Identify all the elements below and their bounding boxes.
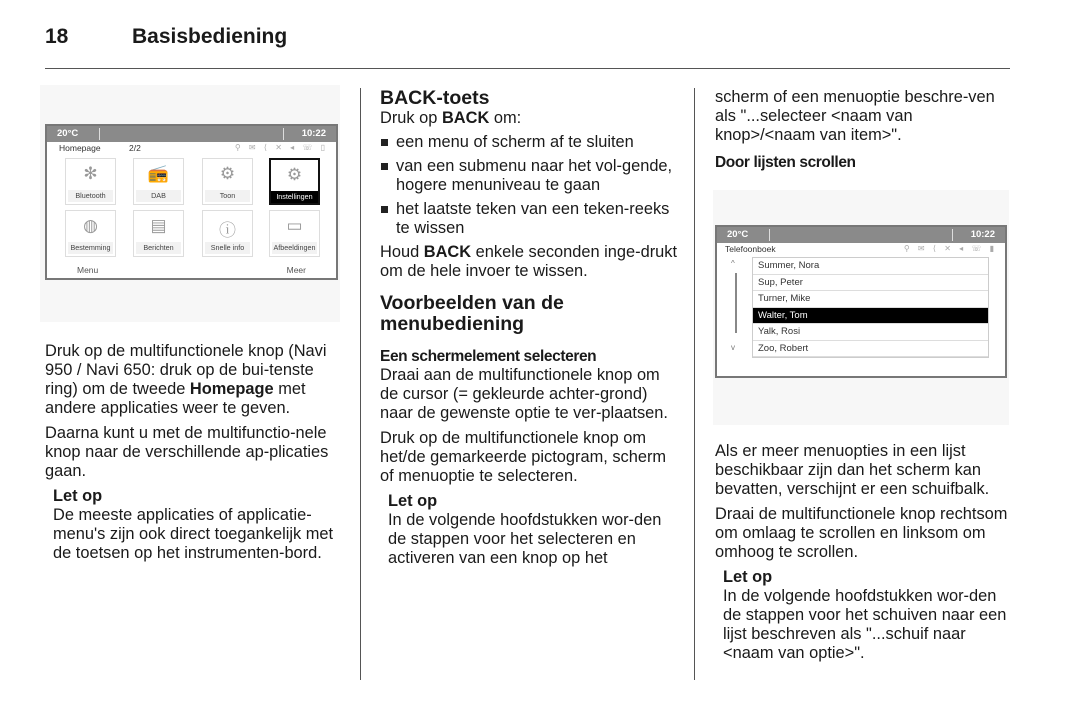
clock: 10:22 [301, 128, 326, 139]
note [388, 492, 680, 568]
screen-subbar [47, 142, 336, 155]
text: Houd [380, 243, 424, 261]
status-icons: ⚲ ✉ ⟨ ✕ ◂ ☏ ▮ [903, 244, 997, 253]
paragraph-select: Draai aan de multifunctionele knop om de cursor (= gekleurde achter-grond) naar de gewenste optie te ver-plaatsen. [380, 366, 668, 422]
tile-label: Bluetooth [68, 190, 113, 202]
screen-topbar [717, 227, 1005, 243]
note-text: In de volgende hoofdstukken wor-den de stappen voor het selecteren en activeren van een knop op het [388, 511, 662, 567]
paragraph-navigation: Daarna kunt u met de multifunctio-nele knop naar de verschillende ap-plicaties gaan. [45, 424, 329, 480]
back-intro [380, 109, 680, 128]
column-2 [380, 88, 680, 568]
list-item[interactable]: Zoo, Robert [753, 341, 988, 358]
chapter-title: Basisbediening [132, 25, 288, 48]
tone-settings-icon: ⚙ [219, 164, 236, 183]
paragraph-homepage [45, 342, 345, 418]
scroll-up-arrow-icon[interactable]: ^ [731, 259, 735, 268]
bullet-item: een menu of scherm af te sluiten [380, 133, 680, 152]
note-text: In de volgende hoofdstukken wor-den de stappen voor het schuiven naar een lijst beschreven als "...schuif naar <naam van optie>". [723, 587, 1007, 662]
paragraph-turn: Draai de multifunctionele knop rechtsom om omlaag te scrollen en linksom om omhoog te scrollen. [715, 505, 1008, 561]
section-heading-examples: Voorbeelden van de menubediening [380, 292, 564, 335]
list-item-selected[interactable]: Walter, Tom [753, 308, 988, 325]
back-hold [380, 243, 680, 281]
text: Druk op [380, 109, 442, 127]
page-header [45, 22, 1010, 70]
topbar-separator [99, 128, 100, 140]
text: enkele seconden inge-drukt om de hele invoer te wissen. [380, 243, 678, 280]
back-bullet-list [380, 133, 680, 238]
scrollbar[interactable] [735, 273, 737, 333]
phonebook-screen [715, 225, 1007, 378]
tile-afbeeldingen[interactable] [269, 210, 320, 257]
bold-term: Homepage [189, 380, 274, 398]
pictures-icon: ▭ [286, 216, 303, 235]
list-item[interactable]: Sup, Peter [753, 275, 988, 292]
scroll-down-arrow-icon[interactable]: v [731, 343, 735, 352]
tile-label: Toon [205, 190, 250, 202]
destination-icon: ◍ [83, 216, 98, 235]
screen-title: Telefoonboek [725, 244, 776, 254]
column-3-top [715, 88, 1015, 172]
clock: 10:22 [970, 229, 995, 240]
note [723, 568, 1015, 663]
text: om: [489, 109, 522, 127]
header-rule [45, 68, 1010, 69]
homepage-figure [40, 85, 340, 322]
temperature: 20°C [727, 229, 749, 240]
paragraph-scrollbar: Als er meer menuopties in een lijst beschikbaar zijn dan het scherm kan bevatten, verschijnt er een schuifbalk. [715, 442, 990, 498]
tile-toon[interactable] [202, 158, 253, 205]
dab-radio-icon: 📻 [147, 164, 170, 183]
tile-label: DAB [136, 190, 181, 202]
paragraph-continued: scherm of een menuoptie beschre-ven als "...selecteer <naam van knop>/<naam van item>". [715, 88, 995, 144]
topbar-separator [769, 229, 770, 241]
phonebook-figure [713, 190, 1009, 425]
subheading-scroll: Door lijsten scrollen [715, 154, 856, 171]
tile-snelle-info[interactable] [202, 210, 253, 257]
tile-instellingen[interactable] [269, 158, 320, 205]
subheading-select: Een schermelement selecteren [380, 348, 597, 365]
screen-title: Homepage [59, 143, 101, 153]
list-item[interactable]: Yalk, Rosi [753, 324, 988, 341]
topbar-separator [952, 229, 953, 241]
column-divider [694, 88, 695, 680]
bullet-item: het laatste teken van een teken-reeks te wissen [380, 200, 680, 238]
bullet-item: van een submenu naar het vol-gende, hogere menuniveau te gaan [380, 157, 680, 195]
text: Druk op de multifunctionele knop (Navi 950 / Navi 650: druk op de bui-tenste ring) om de tweede [45, 342, 327, 398]
column-1 [45, 342, 345, 563]
paragraph-press: Druk op de multifunctionele knop om het/de gemarkeerde pictogram, scherm of menuoptie te selecteren. [380, 429, 667, 485]
tile-label: Instellingen [271, 191, 318, 203]
tile-label: Snelle info [205, 242, 250, 254]
tile-label: Bestemming [68, 242, 113, 254]
list-item[interactable]: Turner, Mike [753, 291, 988, 308]
status-icons: ⚲ ✉ ⟨ ✕ ◂ ☏ ▯ [234, 143, 328, 152]
settings-gears-icon: ⚙ [286, 165, 303, 184]
section-heading-back: BACK-toets [380, 87, 490, 109]
list-item[interactable]: Summer, Nora [753, 258, 988, 275]
bluetooth-icon: ✻ [83, 164, 98, 183]
column-divider [360, 88, 361, 680]
column-3-bottom [715, 442, 1015, 663]
page-number: 18 [45, 25, 69, 48]
screen-subbar [717, 243, 1005, 256]
tile-berichten[interactable] [133, 210, 184, 257]
text: met andere applicaties weer te geven. [45, 380, 306, 417]
note-title: Let op [53, 487, 103, 505]
note-title: Let op [723, 568, 773, 586]
tile-label: Afbeeldingen [273, 243, 316, 252]
temperature: 20°C [57, 128, 79, 139]
note [53, 487, 345, 563]
bold-term: BACK [423, 243, 472, 261]
page-indicator: 2/2 [129, 143, 141, 153]
note-text: De meeste applicaties of applicatie-menu's zijn ook direct toegankelijk met de toetsen op het instrumenten-bord. [53, 506, 334, 562]
note-title: Let op [388, 492, 438, 510]
meer-softkey[interactable]: Meer [286, 265, 306, 275]
tile-bestemming[interactable] [65, 210, 116, 257]
tile-label: Berichten [136, 242, 181, 254]
topbar-separator [283, 128, 284, 140]
homepage-screen [45, 124, 338, 280]
menu-softkey[interactable]: Menu [77, 265, 99, 275]
tile-dab[interactable] [133, 158, 184, 205]
tile-bluetooth[interactable] [65, 158, 116, 205]
messages-icon: ▤ [150, 216, 167, 235]
screen-topbar [47, 126, 336, 142]
bold-term: BACK [441, 109, 490, 127]
info-icon: ⓘ [219, 221, 236, 240]
phonebook-list [752, 257, 989, 358]
